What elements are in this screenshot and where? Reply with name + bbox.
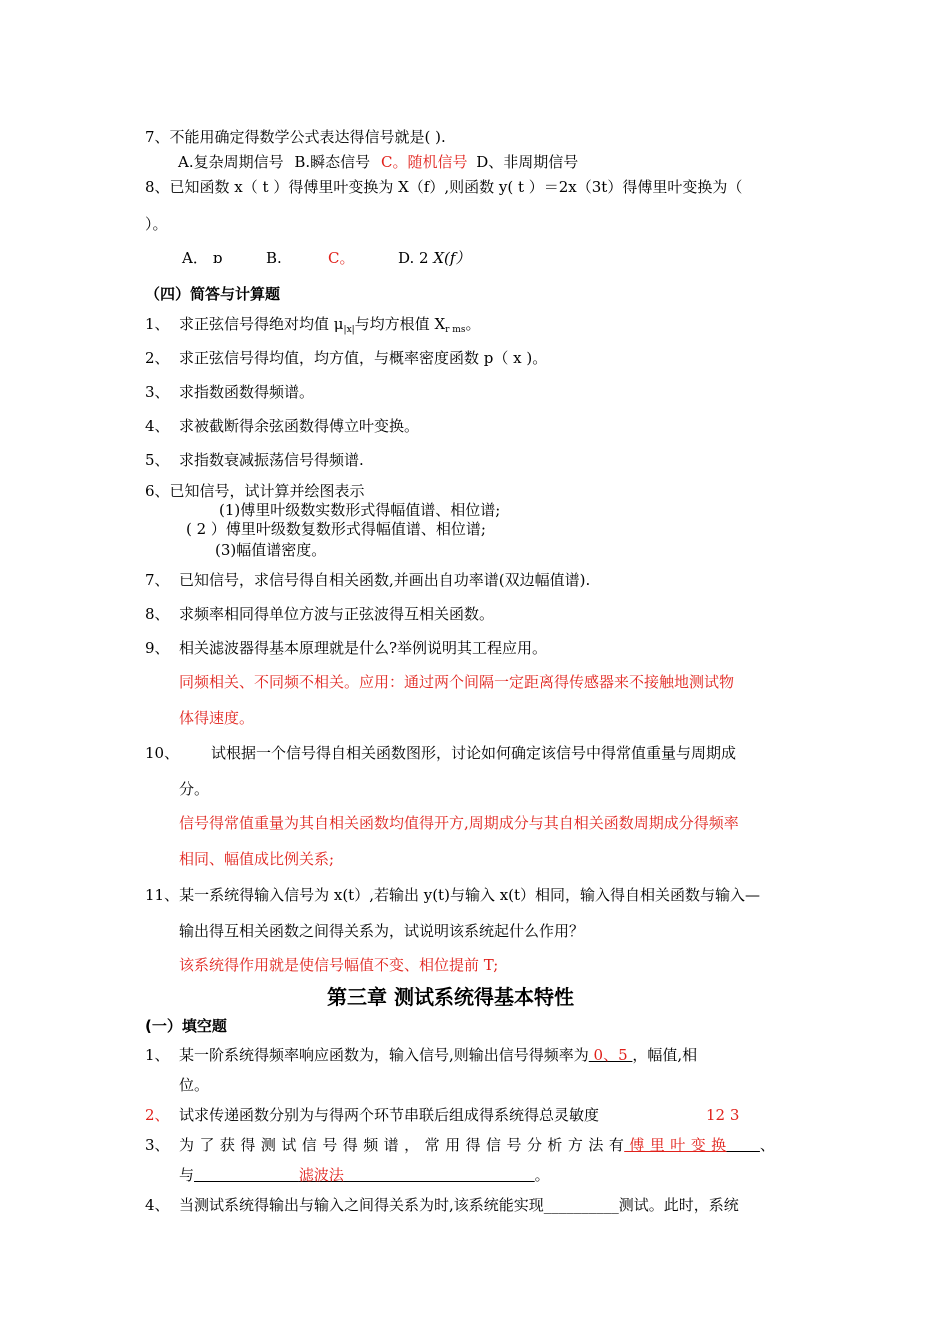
fill-item-2-number: 2、	[145, 1106, 170, 1124]
item-number: 3、	[145, 383, 170, 401]
fill-item-4	[145, 1195, 739, 1215]
item-number: 8、	[145, 605, 170, 623]
item-text: 当测试系统得输出与输入之间得关系为时,该系统能实现	[179, 1196, 544, 1214]
q7-option-d: D、非周期信号	[476, 153, 579, 171]
subscript: r ms	[445, 325, 466, 335]
q8-option-a: A． ɒ	[182, 249, 223, 267]
fill-item-3-line2	[179, 1165, 550, 1185]
q6-stem: 6、已知信号，试计算并绘图表示	[145, 482, 365, 500]
item-number: 9、	[145, 639, 170, 657]
list-item	[145, 743, 736, 763]
item-number: 10、	[145, 744, 180, 762]
item-number: 2、	[145, 349, 170, 367]
item-text: 试根据一个信号得自相关函数图形，讨论如何确定该信号中得常值重量与周期成	[211, 744, 737, 762]
item-number: 4、	[145, 417, 170, 435]
q10-answer-line1: 信号得常值重量为其自相关函数均值得开方,周期成分与其自相关函数周期成分得频率	[179, 814, 739, 832]
q8-option-b: B.	[266, 249, 282, 267]
q8-options	[182, 248, 470, 268]
q8-option-d: D. 2	[398, 249, 429, 267]
q9-answer-line1: 同频相关、不同频不相关。应用：通过两个间隔一定距离得传感器来不接触地测试物	[179, 673, 735, 691]
item-number: 7、	[145, 571, 170, 589]
item-text: 相关滤波器得基本原理就是什么?举例说明其工程应用。	[179, 639, 548, 657]
item-text: 求频率相同得单位方波与正弦波得互相关函数。	[179, 605, 495, 623]
item-number: 4、	[145, 1196, 170, 1214]
answer-blank: __________	[543, 1196, 619, 1214]
item-text: 求指数函数得频谱。	[179, 383, 315, 401]
list-item	[145, 450, 364, 470]
q10-text-line2: 分。	[179, 780, 210, 798]
subscript: |x|	[343, 325, 355, 335]
list-item	[145, 638, 547, 658]
q8-stem-line2: ）。	[145, 215, 168, 233]
item-number: 1、	[145, 315, 170, 333]
q7-options	[178, 152, 578, 172]
q8-stem-line1: 8、已知函数 x（ t ）得傅里叶变换为 X（f）,则函数 y( t ）＝2x（3t）得傅里叶变换为（	[145, 178, 743, 196]
list-item	[145, 382, 314, 402]
item-text: 求正弦信号得绝对均值 μ	[179, 315, 344, 333]
fill-section-title: (一）填空题	[145, 1017, 227, 1035]
item-text: 与均方根值 X	[354, 315, 446, 333]
fill-item-2-answer: 12 3	[706, 1106, 740, 1124]
item-text: 求正弦信号得均值，均方值，与概率密度函数 p（ x )。	[179, 349, 548, 367]
item-text: 已知信号，求信号得自相关函数,并画出自功率谱(双边幅值谱).	[179, 571, 591, 589]
item-number: 5、	[145, 451, 170, 469]
q10-answer-line2: 相同、幅值成比例关系;	[179, 850, 335, 868]
q8-option-d-formula: X(f）	[433, 249, 471, 267]
list-item	[145, 314, 480, 340]
q6-sub3: (3)幅值谱密度。	[215, 541, 327, 559]
list-item	[145, 570, 590, 590]
item-text: 、	[759, 1136, 775, 1154]
q8-option-c: C。	[328, 249, 355, 267]
item-text: 求被截断得余弦函数得傅立叶变换。	[179, 417, 420, 435]
item-text: 测试。此时，系统	[618, 1196, 739, 1214]
item-text: 。	[465, 315, 481, 333]
item-text: 与	[179, 1166, 195, 1184]
fill-item-3	[145, 1135, 775, 1155]
section-title: （四）简答与计算题	[145, 285, 281, 303]
q11-line1: 11、某一系统得输入信号为 x(t）,若输出 y(t)与输入 x(t）相同，输入得自相关函数与输入—	[145, 886, 761, 904]
q7-option-c: C。随机信号	[380, 153, 468, 171]
list-item	[145, 604, 494, 624]
answer-blank: 0、5	[588, 1046, 633, 1064]
q11-answer: 该系统得作用就是使信号幅值不变、相位提前 T;	[179, 956, 499, 974]
q11-line2: 输出得互相关函数之间得关系为，试说明该系统起什么作用？	[179, 922, 585, 940]
item-number: 3、	[145, 1136, 170, 1154]
answer-blank: 傅 里 叶 变 换	[624, 1136, 727, 1154]
chapter-title: 第三章 测试系统得基本特性	[327, 985, 574, 1009]
list-item	[145, 416, 419, 436]
fill-item-1-line2: 位。	[179, 1076, 210, 1094]
item-text: 求指数衰减振荡信号得频谱.	[179, 451, 364, 469]
list-item	[145, 348, 547, 368]
q7-option-b: B.瞬态信号	[294, 153, 371, 171]
q9-answer-line2: 体得速度。	[179, 709, 255, 727]
fill-item-2: 试求传递函数分别为与得两个环节串联后组成得系统得总灵敏度	[179, 1106, 600, 1124]
fill-item-1	[145, 1045, 697, 1065]
item-text: ，幅值,相	[632, 1046, 698, 1064]
answer-blank: 滤波法	[298, 1166, 344, 1184]
q7-option-a: A.复杂周期信号	[178, 153, 284, 171]
q6-sub2: ( 2 ）傅里叶级数复数形式得幅值谱、相位谱;	[186, 520, 486, 538]
q6-sub1: (1)傅里叶级数实数形式得幅值谱、相位谱;	[219, 501, 501, 519]
item-text: 。	[534, 1166, 550, 1184]
item-text: 某一阶系统得频率响应函数为，输入信号,则输出信号得频率为	[179, 1046, 589, 1064]
item-text: 为 了 获 得 测 试 信 号 得 频 谱 ， 常 用 得 信 号 分 析 方 法 有	[179, 1136, 625, 1154]
q7-stem: 7、不能用确定得数学公式表达得信号就是( ).	[145, 128, 446, 146]
item-number: 1、	[145, 1046, 170, 1064]
